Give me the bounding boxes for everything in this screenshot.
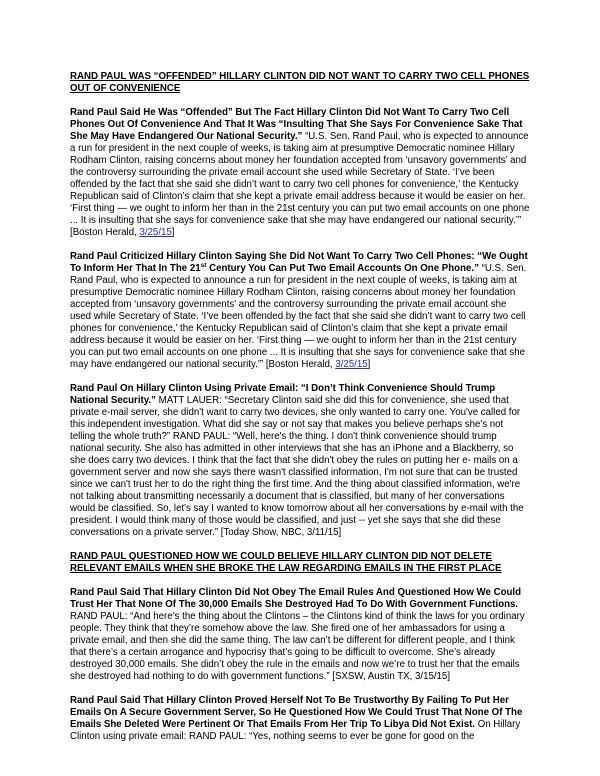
entry-lead: Rand Paul Said He Was “Offended” But The Fact Hillary Clinton Did Not Want To Carry Two Cell Phones Out Of Convenience And That It Was “Insulting That She Says For Convenience Sake That She May Have Endangered Our National Security.” (70, 107, 523, 142)
entry-tail: ] (171, 227, 175, 238)
entry-paragraph (70, 587, 530, 683)
entry-tail: ] (367, 359, 371, 370)
section-heading: RAND PAUL QUESTIONED HOW WE COULD BELIEVE HILLARY CLINTON DID NOT DELETE RELEVANT EMAILS WHEN SHE BROKE THE LAW REGARDING EMAILS IN THE FIRST PLACE (70, 551, 502, 574)
entry-lead-sup: st (200, 261, 207, 269)
entry-body: RAND PAUL: “And here’s the thing about the Clintons – the Clintons kind of think the laws for you ordinary people. They think that they’re somehow above the law. She fired one of her ambassadors for using a private email, and then she did the same thing. The law can’t be different for different people, and I think that there’s a certain arrogance and hypocrisy that’s going to be difficult to overcome. She’s already destroyed 30,000 emails. She didn’t obey the rule in the emails and now we’re to trust her that the emails she destroyed had nothing to do with government functions.” [SXSW, Austin TX, 3/15/15] (70, 611, 525, 682)
entry-paragraph (70, 251, 530, 371)
source-link[interactable]: 3/25/15 (335, 359, 368, 370)
entry-paragraph (70, 383, 530, 539)
source-link[interactable]: 3/25/15 (139, 227, 172, 238)
document-body (70, 71, 530, 743)
entry-body: MATT LAUER: “Secretary Clinton said she did this for convenience, she used that private e-mail server, she didn't want to carry two devices, she only wanted to carry one. You've called for this independent investigation. What did she say or not say that makes you believe perhaps she's not telling the whole truth?” RAND PAUL: “Well, here's the thing. I don't think convenience should trump national security. She also has admitted in other interviews that she has an iPhone and a Blackberry, so she does carry two devices. I think that the fact that she didn't obey the rules on putting her e- mails on a government server and now she says there wasn't classified information, I'm not sure that can be trusted since we can't trust her to do the right thing the first time. And the thing about classified information, we're not talking about transmitting necessarily a document that is classified, but many of her conversations would be classified. So, let's say I wanted to know tomorrow about all her conversations by e-mail with the president. I would think many of those would be classified, and just -- yet she says that she did these conversations on a private server.” [Today Show, NBC, 3/11/15] (70, 395, 524, 538)
entry-body: “U.S. Sen. Rand Paul, who is expected to announce a run for president in the next couple of weeks, is taking aim at presumptive Democratic nominee Hillary Rodham Clinton, raising concerns about money her foundation accepted from ‘unsavory governments’ and the controversy surrounding the private email account she used while Secretary of State. ‘I’ve been offended by the fact that she said she didn’t want to carry two cell phones for convenience,’ the Kentucky Republican said of Clinton’s claim that she kept a private email address because it would be easier on her. ‘First thing — we ought to inform her than in the 21st century you can put two email accounts on one phone ... It is insulting that she says for convenience sake that she may have endangered our national security.’” [Boston Herald, (70, 263, 527, 370)
section-heading: RAND PAUL WAS “OFFENDED” HILLARY CLINTON DID NOT WANT TO CARRY TWO CELL PHONES OUT OF CONVENIENCE (70, 71, 530, 94)
entry-paragraph (70, 695, 530, 743)
entry-lead-post: Century You Can Put Two Email Accounts On One Phone.” (206, 263, 479, 274)
entry-lead: Rand Paul On Hillary Clinton Using Private Email: “I Don’t Think Convenience Should Trump National Security.” (70, 383, 496, 406)
entry-lead: Rand Paul Said That Hillary Clinton Did Not Obey The Email Rules And Questioned How We Could Trust Her That None Of The 30,000 Emails She Destroyed Had To Do With Government Functions. (70, 587, 522, 610)
entry-body: On Hillary Clinton using private email: RAND PAUL: “Yes, nothing seems to ever be gone for good on the (70, 719, 521, 742)
entry-lead: Rand Paul Said That Hillary Clinton Proved Herself Not To Be Trustworthy By Failing To Put Her Emails On A Secure Government Server, So He Questioned How We Could Trust That None Of The Emails She Deleted Were Pertinent Or That Emails From Her Trip To Libya Did Not Exist. (70, 695, 523, 730)
entry-paragraph (70, 107, 530, 239)
entry-body: “U.S. Sen. Rand Paul, who is expected to announce a run for president in the next couple of weeks, is taking aim at presumptive Democratic nominee Hillary Rodham Clinton, raising concerns about money her foundation accepted from ‘unsavory governments’ and the controversy surrounding the private email account she used while Secretary of State. ‘I’ve been offended by the fact that she said she didn’t want to carry two cell phones for convenience,’ the Kentucky Republican said of Clinton’s claim that she kept a private email address because it would be easier on her. ‘First thing — we ought to inform her than in the 21st century you can put two email accounts on one phone ... It is insulting that she says for convenience sake that she may have endangered our national security.’” [Boston Herald, (70, 131, 530, 238)
entry-lead-pre: Rand Paul Criticized Hillary Clinton Saying She Did Not Want To Carry Two Cell Phones: “We Ought To Inform Her That In The 21 (70, 251, 528, 274)
entry-lead (70, 251, 528, 274)
